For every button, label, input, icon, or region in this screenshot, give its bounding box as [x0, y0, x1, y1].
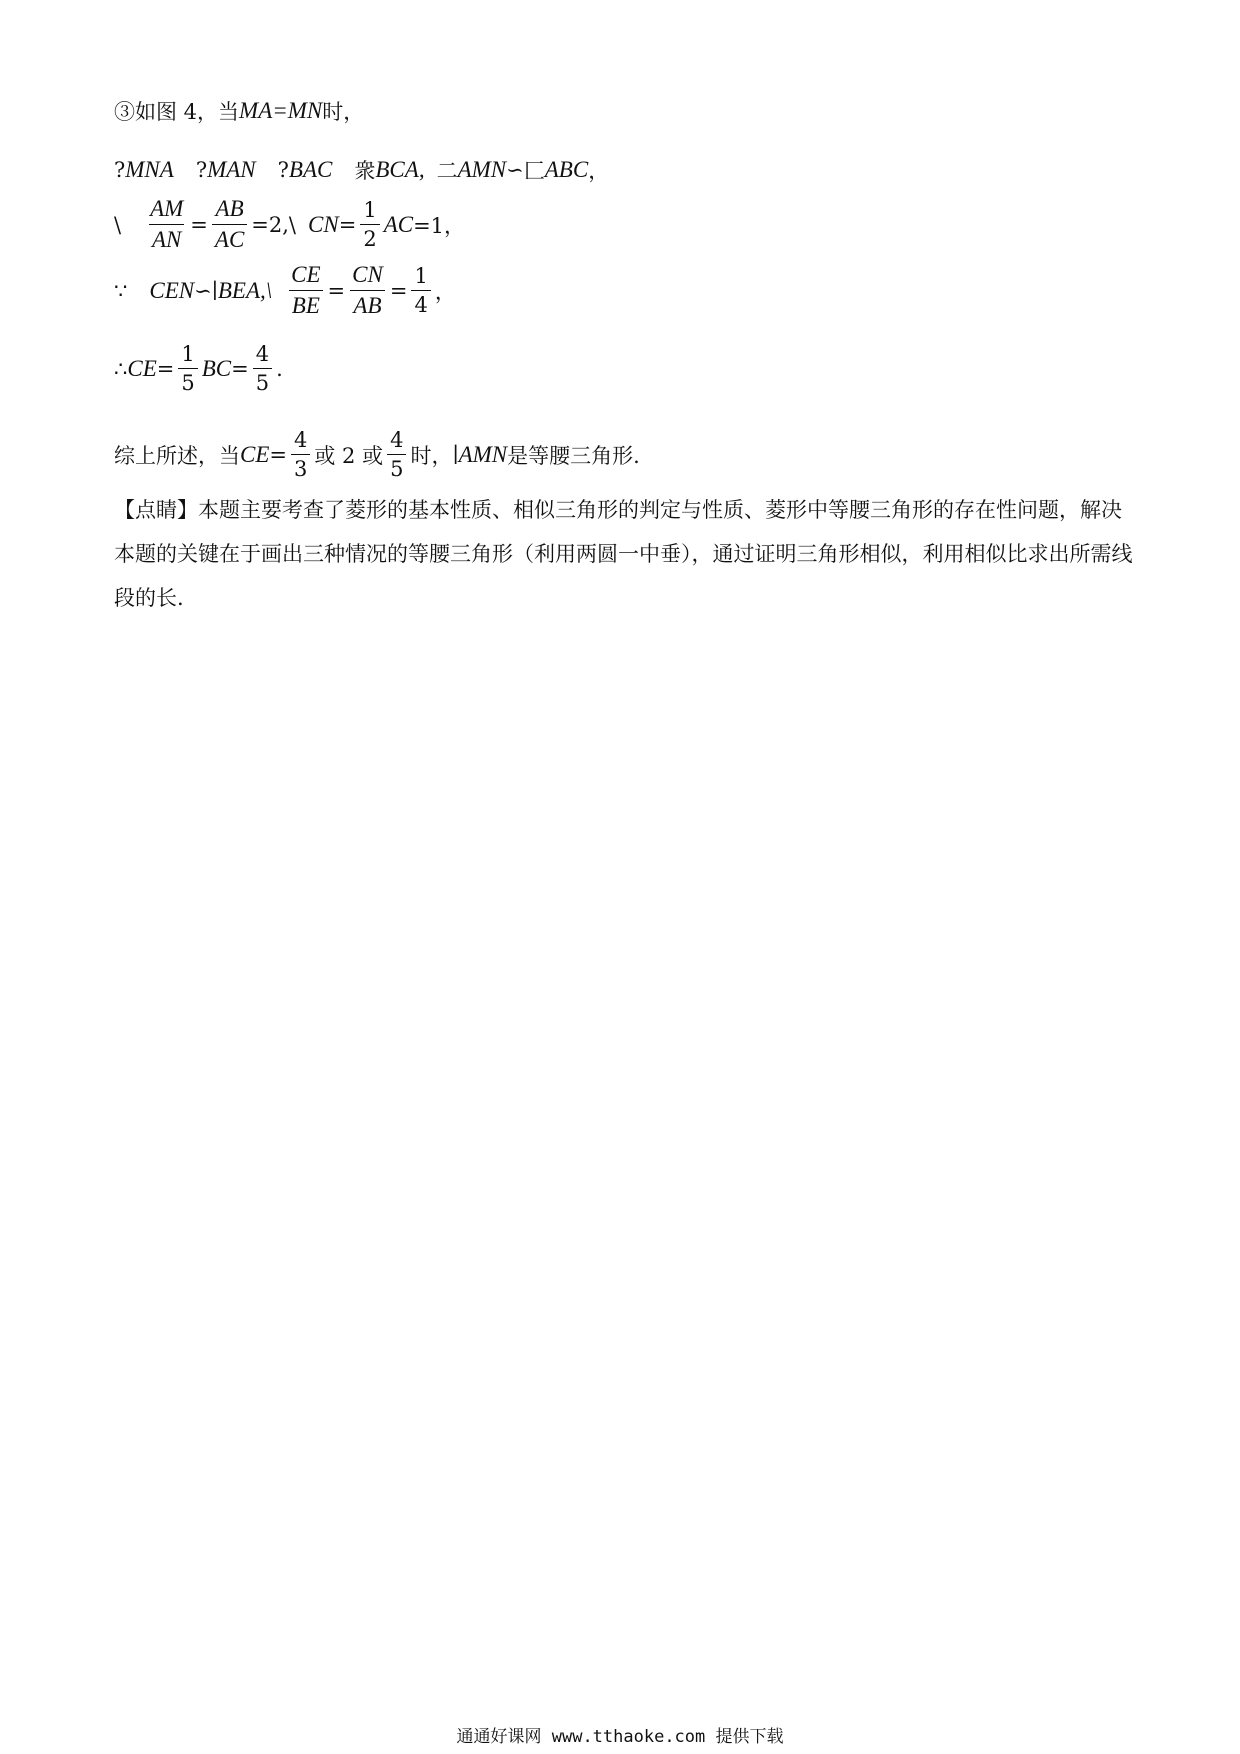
- similar-ratio-line: ∵ CEN ∽ ∣ BEA,\ $\frac{CE}{BE}$ = $\frac{CN}{AB}$ = $\frac{1}{4}$ ，: [114, 262, 456, 319]
- case-3-prefix: ③如图 4，当: [114, 100, 240, 124]
- segment-ce: CE: [240, 441, 270, 467]
- conclusion-line: 综上所述，当 CE = $\frac{4}{3}$ 或 2 或 $\frac{4}{5}$ 时， ∣ AMN 是等腰三角形.: [114, 428, 640, 482]
- conclusion-prefix: 综上所述，当: [114, 443, 240, 468]
- triangle-abc: ABC: [544, 157, 589, 182]
- triangle-symbol: ∣: [452, 442, 459, 467]
- segment-ac: AC: [383, 211, 414, 237]
- case-3-heading: [114, 96, 364, 126]
- therefore-mark: \: [114, 212, 122, 237]
- ratio-line: \ $\frac{AM}{AN}$ = $\frac{AB}{AC}$ =2,\ CN = $\frac{1}{2}$ AC =1，: [114, 196, 466, 253]
- angle-bac: BAC: [288, 157, 333, 182]
- fraction-ce-be: $\frac{CE}{BE}$: [288, 262, 323, 320]
- comma: ，: [588, 159, 610, 183]
- fraction-one-half: $\frac{1}{2}$: [360, 198, 379, 251]
- similar-symbol: ∽: [506, 158, 524, 182]
- triangle-symbol: ⼕: [523, 159, 545, 183]
- angle-bca: BCA,: [375, 157, 425, 182]
- fraction-cn-ab: $\frac{CN}{AB}$: [352, 262, 383, 319]
- segment-ce: CE: [127, 355, 157, 381]
- fraction-four-fifths: $\frac{4}{5}$: [253, 342, 272, 395]
- triangle-symbol: ⼆: [436, 159, 458, 183]
- angle-man: MAN: [207, 157, 256, 182]
- fraction-four-thirds: $\frac{4}{3}$: [291, 428, 310, 481]
- angle-equality-line: [114, 155, 609, 185]
- fraction-ab-ac: $\frac{AB}{AC}$: [212, 196, 247, 254]
- key-point-comment: 【点睛】本题主要考查了菱形的基本性质、相似三角形的判定与性质、菱形中等腰三角形的存在性问题，解决本题的关键在于画出三种情况的等腰三角形（利用两圆一中垂），通过证明三角形相似，利用相似比求出所需线段的长.: [114, 498, 1133, 610]
- fraction-four-fifths: $\frac{4}{5}$: [387, 428, 406, 481]
- angle-symbol: ?: [195, 158, 208, 182]
- page-footer: 通通好课网 www.tthaoke.com 提供下载: [456, 1727, 784, 1747]
- fraction-am-an: $\frac{AM}{AN}$: [150, 196, 184, 253]
- case-3-condition: MA=MN: [239, 98, 323, 123]
- angle-symbol: ?: [114, 158, 126, 182]
- angle-mna: MNA: [125, 157, 174, 182]
- triangle-cen: CEN: [149, 277, 195, 303]
- segment-bc: BC: [201, 355, 232, 381]
- garbled-symbol: 衆: [354, 159, 376, 183]
- ce-result-line: ∴ CE = $\frac{1}{5}$ BC = $\frac{4}{5}$ .: [114, 342, 283, 396]
- fraction-one-quarter: $\frac{1}{4}$: [411, 264, 430, 317]
- triangle-amn: AMN: [458, 441, 508, 467]
- segment-cn: CN: [308, 211, 339, 237]
- angle-symbol: ?: [277, 158, 289, 182]
- because-symbol: ∵: [114, 278, 128, 303]
- triangle-symbol: ∣: [211, 278, 218, 303]
- similar-symbol: ∽: [194, 278, 212, 303]
- case-3-suffix: 时，: [322, 100, 365, 124]
- fraction-one-fifth: $\frac{1}{5}$: [178, 342, 197, 395]
- triangle-bea: BEA,\: [217, 277, 273, 303]
- triangle-amn: AMN: [457, 157, 507, 182]
- therefore-symbol: ∴: [114, 356, 128, 381]
